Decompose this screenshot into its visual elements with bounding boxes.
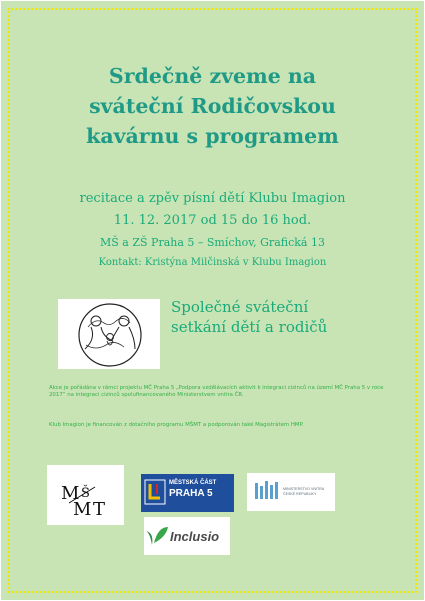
praha5-logo-line-2: PRAHA 5: [169, 488, 213, 499]
hero-caption-line-1: Společné sváteční: [171, 298, 309, 316]
family-globe-illustration: [58, 299, 160, 369]
hero-caption-line-2: setkání dětí a rodičů: [171, 318, 328, 336]
svg-text:M: M: [61, 483, 80, 504]
hero-caption: [171, 297, 327, 337]
ministry-logo-line-1: MINISTERSTVO VNITRA: [283, 487, 325, 491]
ministry-logo-line-2: ČESKÉ REPUBLIKY: [283, 492, 317, 496]
praha5-logo-line-1: MĚSTSKÁ ČÁST: [169, 480, 217, 486]
ministry-logo-text: [283, 487, 324, 497]
ministry-interior-logo: [247, 473, 335, 511]
title-line-2: sváteční Rodičovskou: [89, 94, 336, 118]
program-text: recitace a zpěv písní dětí Klubu Imagion: [79, 191, 346, 206]
svg-text:Š: Š: [81, 486, 90, 501]
flyer-title: [31, 61, 394, 151]
inclusio-logo-text: Inclusio: [170, 529, 220, 544]
svg-text:M: M: [73, 499, 92, 520]
svg-text:T: T: [93, 499, 106, 520]
msmt-logo: [47, 465, 124, 525]
flyer-page: [1, 1, 424, 600]
funding-note: Klub Imagion je financován z dotačního programu MŠMT a podporován také Magistrátem HMP.: [49, 422, 304, 428]
project-note: Akce je pořádána v rámci projektu MČ Praha 5 „Podpora vzdělávacích aktivit k integraci cizinců na území MČ Praha 5 v roce 2017“ na integraci cizinců spolufinancovaného Ministerstvem vnitra ČR.: [49, 385, 384, 398]
date-time: 11. 12. 2017 od 15 do 16 hod.: [113, 213, 312, 228]
praha5-logo: [141, 474, 234, 512]
title-line-3: kavárnu s programem: [86, 124, 339, 148]
contact: Kontakt: Kristýna Milčinská v Klubu Imagion: [98, 257, 327, 268]
title-line-1: Srdečně zveme na: [108, 64, 317, 88]
place: MŠ a ZŠ Praha 5 – Smíchov, Grafická 13: [100, 236, 325, 249]
inclusio-logo: [144, 517, 230, 555]
